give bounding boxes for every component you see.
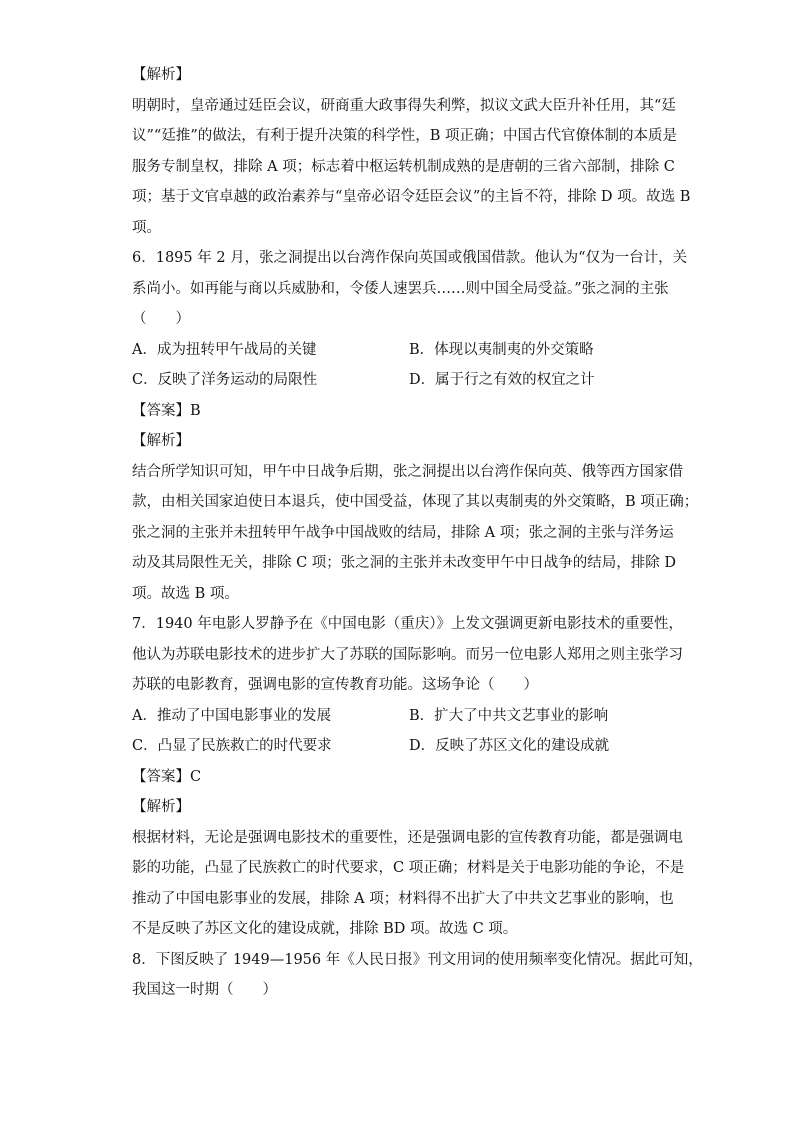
option-item: B．扩大了中共文艺事业的影响 <box>409 707 609 724</box>
paragraph-line: 6．1895 年 2 月，张之洞提出以台湾作保向英国或俄国借款。他认为“仅为一台计，关 <box>132 250 688 266</box>
section-label: 【解析】 <box>132 433 190 449</box>
paragraph-line: 张之洞的主张并未扭转甲午战争中国战败的结局，排除 A 项；张之洞的主张与洋务运 <box>132 524 674 541</box>
paragraph-line: 不是反映了苏区文化的建设成就，排除 BD 项。故选 C 项。 <box>132 921 518 937</box>
section-label: 【解析】 <box>132 799 190 815</box>
paragraph-line: 动及其局限性无关，排除 C 项；张之洞的主张并未改变甲午中日战争的结局，排除 D <box>132 555 677 571</box>
paragraph <box>132 247 688 330</box>
option-item: D．属于行之有效的权宜之计 <box>409 372 595 388</box>
paragraph-line: 8．下图反映了 1949—1956 年《人民日报》刊文用词的使用频率变化情况。据此可知， <box>132 951 703 968</box>
paragraph-line: 明朝时，皇帝通过廷臣会议，研商重大政事得失利弊，拟议文武大臣升补任用，其“廷 <box>132 97 676 114</box>
section-label: 【解析】 <box>132 67 190 83</box>
paragraph-line: 议”“廷推”的做法，有利于提升决策的科学性，B 项正确；中国古代官僚体制的本质是 <box>132 128 677 144</box>
option-item: C．凸显了民族救亡的时代要求 <box>132 738 332 754</box>
paragraph <box>132 949 703 1002</box>
section-label: 【答案】B <box>132 402 201 419</box>
paragraph-line: 根据材料，无论是强调电影技术的重要性，还是强调电影的宣传教育功能，都是强调电 <box>132 829 683 846</box>
option-item: D．反映了苏区文化的建设成就 <box>409 738 610 754</box>
paragraph <box>132 827 685 941</box>
options-row <box>132 369 662 391</box>
paragraph-line: 系尚小。如再能与商以兵威胁和，令倭人速罢兵……则中国全局受益。”张之洞的主张 <box>132 280 669 297</box>
paragraph-line: 我国这一时期（ ） <box>132 982 277 998</box>
option-item: A．成为扭转甲午战局的关键 <box>132 341 317 358</box>
options-row <box>132 735 662 757</box>
document-page <box>132 64 703 1010</box>
paragraph-line: 他认为苏联电影技术的进步扩大了苏联的国际影响。而另一位电影人郑用之则主张学习 <box>132 646 683 663</box>
options-row <box>132 339 662 361</box>
paragraph-line: 项；基于文官卓越的政治素养与“皇帝必诏令廷臣会议”的主旨不符，排除 D 项。故选 B <box>132 189 691 205</box>
paragraph-line: 服务专制皇权，排除 A 项；标志着中枢运转机制成熟的是唐朝的三省六部制，排除 C <box>132 158 675 175</box>
option-item: B．体现以夷制夷的外交策略 <box>409 341 594 358</box>
paragraph-line: 结合所学知识可知，甲午中日战争后期，张之洞提出以台湾作保向英、俄等西方国家借 <box>132 463 683 480</box>
option-item: C．反映了洋务运动的局限性 <box>132 372 318 388</box>
section-label: 【答案】C <box>132 768 202 785</box>
paragraph-line: 影的功能，凸显了民族救亡的时代要求，C 项正确；材料是关于电影功能的争论，不是 <box>132 860 685 876</box>
paragraph-line: 款，由相关国家迫使日本退兵，使中国受益，体现了其以夷制夷的外交策略，B 项正确； <box>132 494 699 510</box>
option-item: A．推动了中国电影事业的发展 <box>132 707 331 724</box>
options-row <box>132 705 662 727</box>
paragraph-line: 苏联的电影教育，强调电影的宣传教育功能。这场争论（ ） <box>132 677 538 693</box>
paragraph <box>132 613 683 696</box>
paragraph-line: 项。故选 B 项。 <box>132 585 239 602</box>
paragraph-line: 项。 <box>132 219 161 236</box>
paragraph-line: 推动了中国电影事业的发展，排除 A 项；材料得不出扩大了中共文艺事业的影响，也 <box>132 890 674 907</box>
paragraph <box>132 95 691 239</box>
paragraph-line: （ ） <box>132 311 190 327</box>
paragraph-line: 7．1940 年电影人罗静予在《中国电影（重庆）》上发文强调更新电影技术的重要性， <box>132 616 683 632</box>
paragraph <box>132 461 699 605</box>
